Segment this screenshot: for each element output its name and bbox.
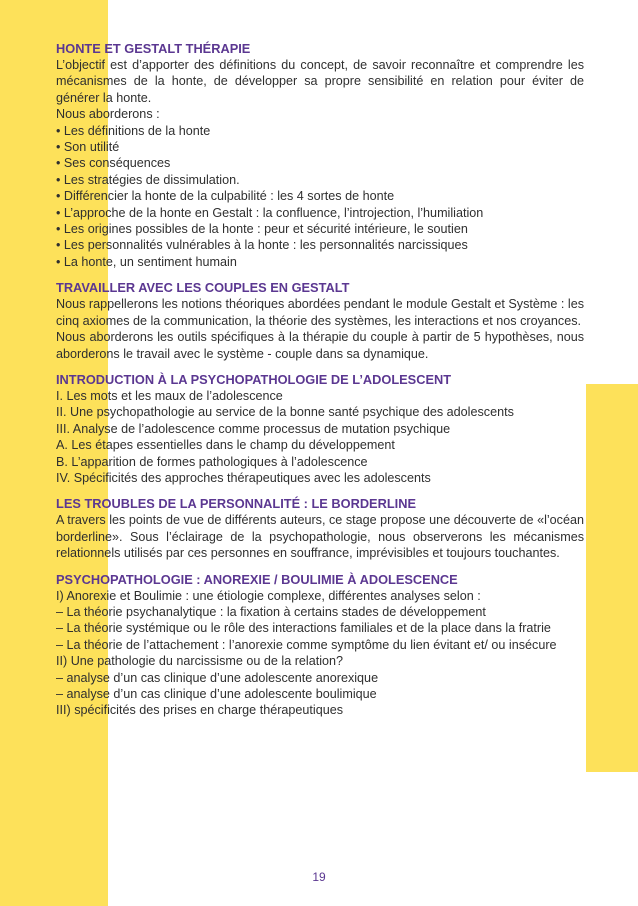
list-item: – analyse d’un cas clinique d’une adolescente boulimique: [56, 687, 377, 701]
list-item: A. Les étapes essentielles dans le champ du développement: [56, 438, 395, 453]
list-item: • Les stratégies de dissimulation.: [56, 172, 240, 187]
list-item: – analyse d’un cas clinique d’une adolescente anorexique: [56, 670, 379, 685]
section-adolescent: [56, 371, 584, 486]
list-item: • Ses conséquences: [56, 156, 171, 171]
list-item: • L’approche de la honte en Gestalt : la confluence, l’introjection, l’humiliation: [56, 205, 484, 220]
section-honte: [56, 40, 584, 270]
list-item: • Différencier la honte de la culpabilité : les 4 sortes de honte: [56, 189, 395, 204]
list-item: I) Anorexie et Boulimie : une étiologie complexe, différentes analyses selon :: [56, 588, 481, 603]
page-content: [56, 40, 584, 728]
list-item: • Les origines possibles de la honte : peur et sécurité intérieure, le soutien: [56, 222, 468, 237]
list-item: IV. Spécificités des approches thérapeutiques avec les adolescents: [56, 470, 431, 485]
section-paragraph: L’objectif est d’apporter des définitions du concept, de savoir reconnaître et comprendre les mécanismes de la honte, de développer sa propre sensibilité en relation pour éviter de générer la honte.: [56, 58, 584, 105]
section-heading: LES TROUBLES DE LA PERSONNALITÉ : LE BORDERLINE: [56, 496, 416, 512]
list-item: – La théorie psychanalytique : la fixation à certains stades de développement: [56, 604, 486, 619]
list-item: I. Les mots et les maux de l’adolescence: [56, 388, 283, 403]
yellow-band-right: [586, 384, 638, 772]
list-item: – La théorie de l’attachement : l’anorexie comme symptôme du lien évitant et/ ou insécure: [56, 637, 557, 652]
list-item: • La honte, un sentiment humain: [56, 254, 237, 269]
section-couples: [56, 279, 584, 362]
section-paragraph: A travers les points de vue de différents auteurs, ce stage propose une découverte de «l’océan borderline». Sous l’éclairage de la psychopathologie, nous observerons les mécanismes relationnels utilisés par ces personnes en souffrance, imprévisibles et toujours touchantes.: [56, 513, 584, 561]
list-item: – La théorie systémique ou le rôle des interactions familiales et de la place dans la fratrie: [56, 621, 551, 636]
list-item: II. Une psychopathologie au service de la bonne santé psychique des adolescents: [56, 405, 514, 420]
section-paragraph: Nous rappellerons les notions théoriques abordées pendant le module Gestalt et Système : les cinq axiomes de la communication, la théorie des systèmes, les interactions et nos croyances.: [56, 297, 584, 328]
section-heading: HONTE ET GESTALT THÉRAPIE: [56, 41, 251, 56]
section-heading: INTRODUCTION À LA PSYCHOPATHOLOGIE DE L’ADOLESCENT: [56, 371, 452, 387]
section-heading: TRAVAILLER AVEC LES COUPLES EN GESTALT: [56, 280, 350, 296]
list-item: III) spécificités des prises en charge thérapeutiques: [56, 703, 344, 718]
list-item: III. Analyse de l’adolescence comme processus de mutation psychique: [56, 421, 451, 436]
list-item: II) Une pathologie du narcissisme ou de la relation?: [56, 654, 344, 669]
list-item: B. L’apparition de formes pathologiques à l’adolescence: [56, 454, 368, 469]
list-item: • Les personnalités vulnérables à la honte : les personnalités narcissiques: [56, 238, 468, 253]
list-item: Nous aborderons :: [56, 107, 160, 122]
list-item: • Les définitions de la honte: [56, 123, 211, 138]
page-number: 19: [312, 870, 326, 884]
list-item: • Son utilité: [56, 140, 120, 155]
section-anorexie: [56, 571, 584, 719]
section-paragraph: Nous aborderons les outils spécifiques à la thérapie du couple à partir de 5 hypothèses, nous aborderons le travail avec le système - couple dans sa dynamique.: [56, 330, 584, 361]
section-borderline: [56, 495, 584, 561]
section-heading: PSYCHOPATHOLOGIE : ANOREXIE / BOULIMIE À ADOLESCENCE: [56, 571, 458, 587]
